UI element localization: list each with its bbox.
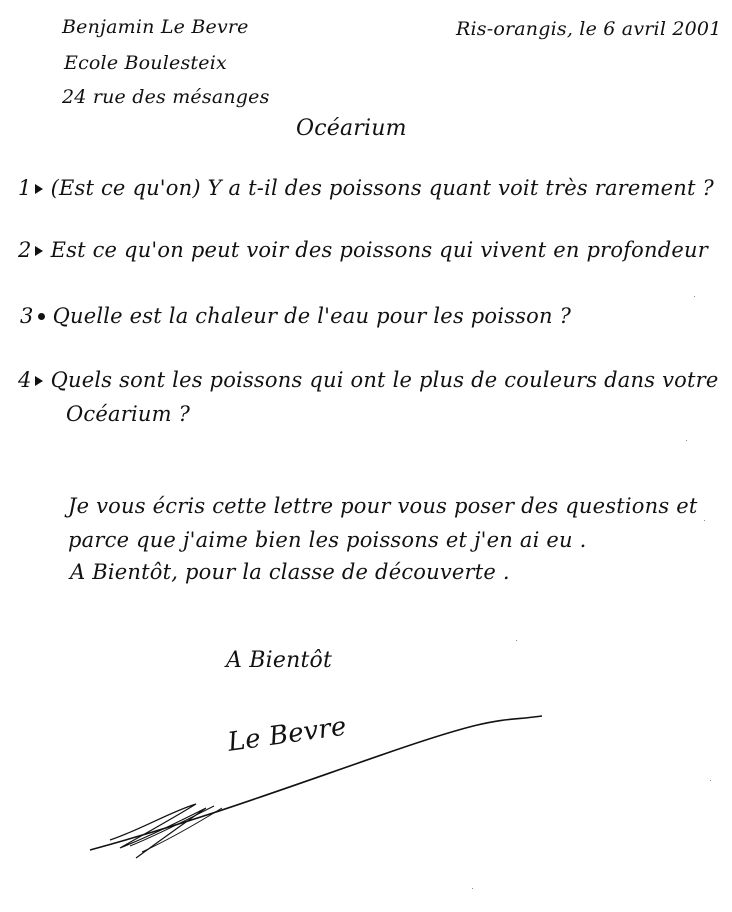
school-name: Ecole Boulesteix	[64, 52, 227, 74]
sender-name: Benjamin Le Bevre	[62, 16, 249, 38]
question-text: (Est ce qu'on) Y a t-il des poissons quant voit très rarement ?	[50, 176, 714, 200]
question-text: Quelle est la chaleur de l'eau pour les poisson ?	[52, 304, 572, 328]
body-line-1: Je vous écris cette lettre pour vous poser des questions et	[68, 494, 698, 518]
question-4-continuation: Océarium ?	[66, 402, 191, 426]
scan-speck	[516, 640, 517, 641]
signature: Le Bevre	[225, 711, 349, 758]
question-marker: 2	[18, 238, 32, 262]
closing: A Bientôt	[226, 648, 332, 673]
scan-speck	[686, 440, 687, 441]
question-2	[18, 238, 708, 262]
body-line-2: parce que j'aime bien les poissons et j'en ai eu .	[68, 528, 587, 552]
triangle-bullet-icon	[35, 246, 43, 256]
letter-subject: Océarium	[296, 116, 407, 141]
body-line-3: A Bientôt, pour la classe de découverte .	[70, 560, 510, 584]
scan-speck	[472, 888, 473, 889]
question-1	[18, 176, 714, 200]
question-text: Est ce qu'on peut voir des poissons qui vivent en profondeur	[50, 238, 708, 262]
question-marker: 4	[18, 368, 32, 392]
scan-speck	[694, 296, 695, 297]
question-4	[18, 368, 719, 392]
question-marker: 3	[20, 304, 34, 328]
question-text: Quels sont les poissons qui ont le plus de couleurs dans votre	[50, 368, 719, 392]
triangle-bullet-icon	[35, 376, 43, 386]
dot-bullet-icon	[38, 313, 45, 320]
sender-address: 24 rue des mésanges	[62, 86, 270, 108]
date-line: Ris-orangis, le 6 avril 2001	[456, 18, 722, 40]
triangle-bullet-icon	[35, 184, 43, 194]
question-3	[20, 304, 571, 328]
question-marker: 1	[18, 176, 32, 200]
scan-speck	[704, 520, 705, 521]
scan-speck	[710, 780, 711, 781]
